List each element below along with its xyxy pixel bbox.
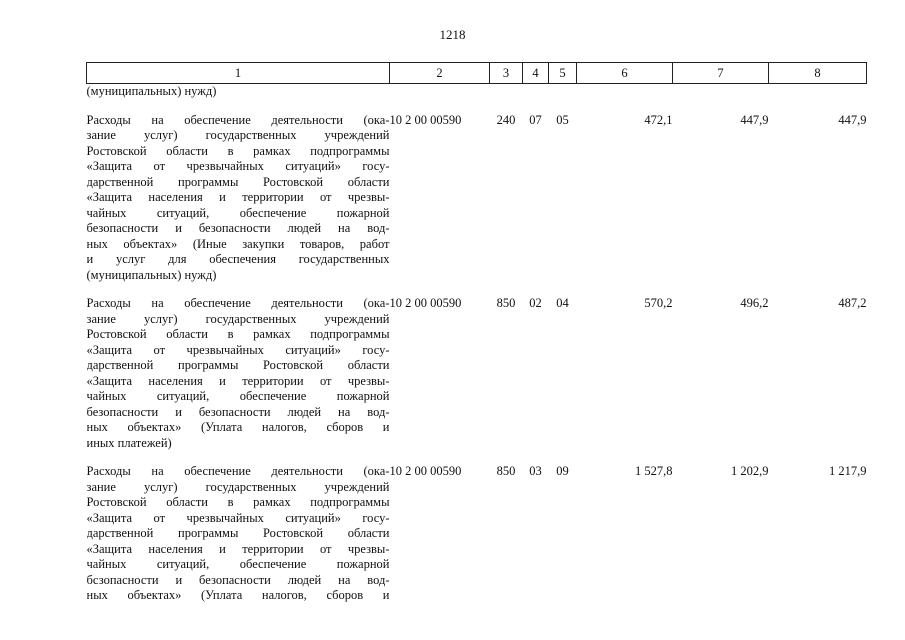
column-header-row <box>87 63 867 84</box>
amount-col7: 1 202,9 <box>731 464 769 478</box>
target-article-code: 10 2 00 00590 <box>389 112 462 127</box>
column-header: 2 <box>390 63 490 84</box>
column-header: 8 <box>769 63 867 84</box>
target-article-code: 10 2 00 00590 <box>389 296 462 310</box>
table-row <box>87 464 867 604</box>
subsection-code: 05 <box>556 112 569 127</box>
amount-col8: 1 217,9 <box>829 464 867 478</box>
table-row <box>87 296 867 464</box>
expense-type-code: 240 <box>496 112 516 127</box>
amount-col7: 496,2 <box>740 296 769 310</box>
continuation-text: (муниципальных) нужд) <box>86 84 217 98</box>
row-description: Расходы на обеспечение деятельности (ока- зание услуг) государственных учреждений Ростовской области в рамках подпрограммы «Защита от чрезвычайных ситуаций» госу- дарственной программы Ростовской области «Защита населения и территории от чрезвы- чайных ситуаций, обеспечение пожарной безопасности и безопасности людей на вод- ных объектах» (Уплата налогов, сборов и иных платежей) <box>86 296 390 450</box>
amount-col6: 472,1 <box>644 112 673 127</box>
budget-table <box>86 62 867 604</box>
subsection-code: 04 <box>556 296 569 310</box>
continuation-row <box>87 84 867 113</box>
table-row <box>87 113 867 297</box>
section-code: 02 <box>529 296 542 310</box>
column-header: 1 <box>87 63 390 84</box>
expense-type-code: 850 <box>496 464 516 478</box>
section-code: 07 <box>529 112 542 127</box>
subsection-code: 09 <box>556 464 569 478</box>
amount-col7: 447,9 <box>740 112 769 127</box>
target-article-code: 10 2 00 00590 <box>389 464 462 478</box>
row-description: Расходы на обеспечение деятельности (ока- зание услуг) государственных учреждений Ростовской области в рамках подпрограммы «Защита от чрезвычайных ситуаций» госу- дарственной программы Ростовской области «Защита населения и территории от чрезвы- чайных ситуаций, обеспечение пожарной бсзопасности и безопасности людей на вод- ных объектах» (Уплата налогов, сборов и <box>86 464 390 602</box>
column-header: 7 <box>673 63 769 84</box>
amount-col8: 487,2 <box>838 296 867 310</box>
section-code: 03 <box>529 464 542 478</box>
amount-col6: 570,2 <box>644 296 673 310</box>
column-header: 6 <box>577 63 673 84</box>
page-number: 1218 <box>439 27 466 42</box>
expense-type-code: 850 <box>496 296 516 310</box>
amount-col6: 1 527,8 <box>635 464 673 478</box>
column-header: 5 <box>549 63 577 84</box>
row-description: Расходы на обеспечение деятельности (ока- зание услуг) государственных учреждений Ростовской области в рамках подпрограммы «Защита от чрезвычайных ситуаций» госу- дарственной программы Ростовской области «Защита населения и территории от чрезвы- чайных ситуаций, обеспечение пожарной безопасности и безопасности людей на вод- ных объектах» (Иные закупки товаров, работ и услуг для обеспечения государственных (муниципальных) нужд) <box>86 112 390 282</box>
column-header: 4 <box>523 63 549 84</box>
amount-col8: 447,9 <box>838 112 867 127</box>
column-header: 3 <box>490 63 523 84</box>
